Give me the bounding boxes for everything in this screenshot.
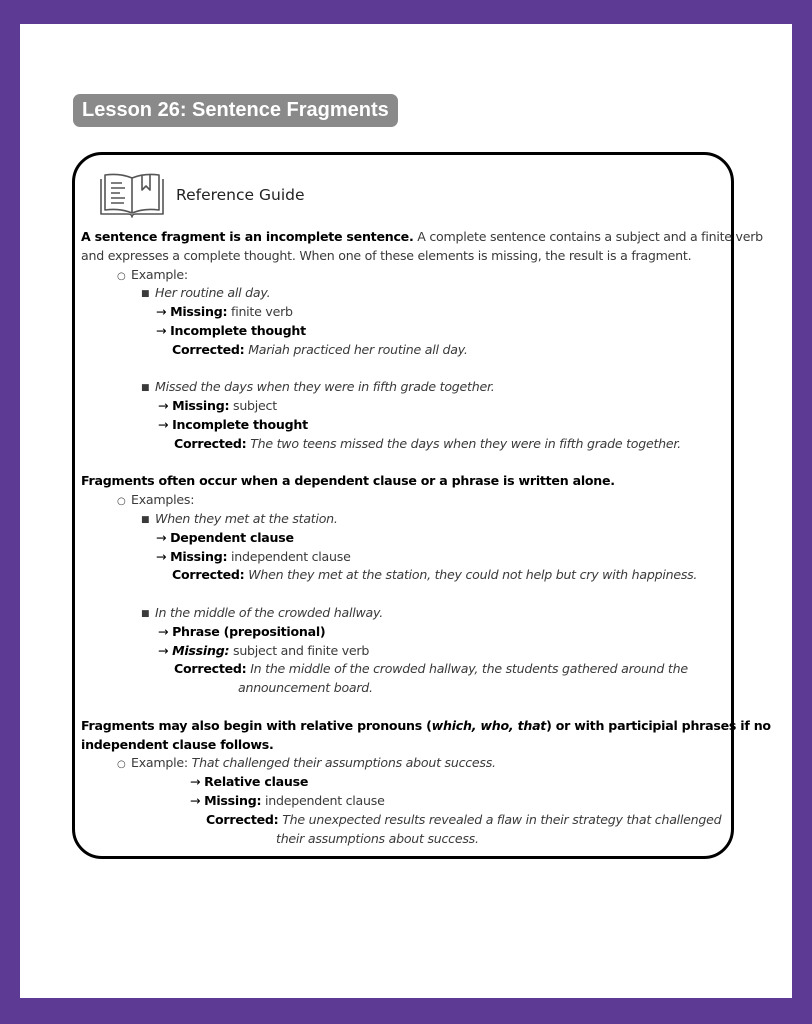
corrected-continuation: announcement board. (238, 680, 373, 696)
arrow-icon: → (156, 304, 167, 320)
example-note: → Missing: finite verb (156, 304, 293, 320)
corrected-line: Corrected: The two teens missed the days when they were in fifth grade together. (174, 435, 681, 451)
square-bullet-icon: ■ (141, 383, 150, 394)
corrected-continuation: their assumptions about success. (276, 830, 479, 846)
reference-guide-box (72, 152, 771, 859)
square-bullet-icon: ■ (141, 514, 150, 525)
arrow-icon: → (156, 322, 167, 338)
section3-lead-line2: independent clause follows. (81, 736, 274, 752)
example-fragment: ■ When they met at the station. (81, 510, 733, 529)
section2-lead: Fragments often occur when a dependent clause or a phrase is written alone. (81, 473, 615, 489)
example-note: → Missing: independent clause (190, 792, 385, 808)
square-bullet-icon: ■ (141, 608, 150, 619)
guide-content (81, 228, 771, 848)
arrow-icon: → (158, 416, 169, 432)
example-label: ○ Example: (81, 266, 733, 285)
example-fragment: ■ Her routine all day. (81, 284, 733, 303)
example-fragment: ■ Missed the days when they were in fifth grade together. (81, 378, 733, 397)
example-note: → Dependent clause (156, 529, 294, 545)
arrow-icon: → (158, 398, 169, 414)
example-fragment: ■ In the middle of the crowded hallway. (81, 604, 733, 623)
example-label: ○ Examples: (81, 491, 733, 510)
arrow-icon: → (190, 774, 201, 790)
arrow-icon: → (190, 792, 201, 808)
section1-line1 (81, 228, 763, 247)
example-note: → Missing: subject (158, 398, 277, 414)
corrected-line: Corrected: In the middle of the crowded hallway, the students gathered around the (174, 661, 688, 677)
square-bullet-icon: ■ (141, 289, 150, 300)
open-book-icon (98, 170, 166, 220)
guide-title: Reference Guide (176, 186, 305, 204)
example-note: → Phrase (prepositional) (158, 623, 326, 639)
arrow-icon: → (156, 548, 167, 564)
circle-bullet-icon: ○ (117, 496, 126, 508)
corrected-line: Corrected: The unexpected results revealed a flaw in their strategy that challenged (206, 811, 722, 827)
example-note: → Missing: subject and finite verb (158, 642, 370, 658)
corrected-line: Corrected: Mariah practiced her routine all day. (172, 341, 468, 357)
corrected-line: Corrected: When they met at the station, they could not help but cry with happiness. (172, 567, 698, 583)
section1-lead: A sentence fragment is an incomplete sentence. (81, 229, 414, 244)
example-note: → Incomplete thought (156, 322, 306, 338)
circle-bullet-icon: ○ (117, 270, 126, 282)
arrow-icon: → (156, 529, 167, 545)
example-note: → Missing: independent clause (156, 548, 351, 564)
example-note: → Incomplete thought (158, 416, 308, 432)
guide-header (98, 170, 305, 220)
section1-line2: and expresses a complete thought. When one of these elements is missing, the result is a fragment. (81, 247, 692, 263)
example-note: → Relative clause (190, 774, 309, 790)
circle-bullet-icon: ○ (117, 759, 126, 771)
lesson-title: Lesson 26: Sentence Fragments (73, 94, 398, 127)
arrow-icon: → (158, 623, 169, 639)
section3-lead-line1: Fragments may also begin with relative pronouns (which, who, that) or with participial phrases if no (81, 717, 771, 733)
section1-lead-rest: A complete sentence contains a subject and a finite verb (413, 229, 763, 244)
worksheet-page (20, 24, 792, 998)
example-label: ○ Example: That challenged their assumptions about success. (81, 754, 733, 773)
arrow-icon: → (158, 642, 169, 658)
